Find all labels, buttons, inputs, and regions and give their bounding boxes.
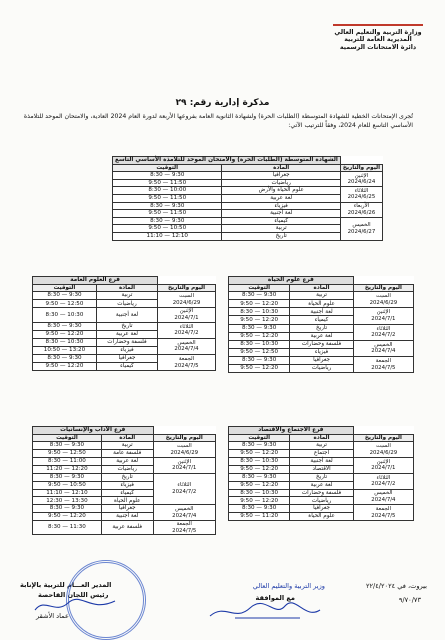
col-time-header: التوقيت: [229, 284, 290, 292]
table-row: [229, 442, 414, 450]
day-name: الثلاثاء: [177, 482, 192, 489]
subject-cell: علوم الحياة: [101, 497, 153, 505]
exam-date: 2024/7/5: [172, 527, 197, 534]
col-time-header: التوقيت: [113, 164, 222, 172]
day-date-cell: [158, 292, 216, 308]
exam-date: 2024/6/24: [347, 179, 376, 186]
subject-cell: جغرافيا: [222, 172, 340, 180]
table-row: [229, 457, 414, 465]
subject-cell: لغة أجنبية: [101, 513, 153, 521]
day-name: الإثنين: [376, 309, 391, 316]
place-date: بيروت، في ٢٢/٤/٢٠٢٤: [365, 582, 427, 590]
subject-cell: علوم الحياة: [290, 513, 353, 521]
exam-date: 2024/7/4: [371, 496, 396, 503]
day-date-cell: [153, 521, 215, 535]
day-name: السبت: [176, 442, 192, 449]
day-name: الثلاثاء: [376, 325, 391, 332]
day-name: الجمعة: [176, 521, 192, 528]
day-name: الخميس: [175, 506, 194, 513]
table-row: [33, 473, 216, 481]
sociology-economics-table: [228, 426, 414, 521]
subject-cell: تربية: [101, 442, 153, 450]
table-row: [33, 521, 216, 535]
subject-cell: تربية: [290, 292, 353, 300]
reference-number: ٩/٧٠/٧٣: [398, 596, 421, 604]
col-day-header: اليوم والتاريخ: [153, 434, 215, 442]
day-date-cell: [153, 473, 215, 505]
col-subject-header: المادة: [290, 284, 353, 292]
time-cell: 9:30 — 8:30: [113, 202, 222, 210]
table-row: [33, 322, 216, 330]
day-name: الخميس: [374, 341, 393, 348]
minister-title: وزير التربية والتعليم العالي: [252, 582, 325, 590]
col-day-header: اليوم والتاريخ: [353, 284, 413, 292]
table-row: [113, 217, 383, 225]
day-date-cell: [158, 322, 216, 338]
day-date-cell: [340, 172, 382, 187]
day-name: الإثنين: [179, 308, 194, 315]
letterhead: [323, 24, 433, 51]
branch-caption: الشهادة المتوسطة (الطلبات الحرة) والامتحان الموحد للتلامذة الأساسي التاسع: [113, 157, 341, 165]
exam-date: 2024/7/2: [172, 489, 197, 496]
table-row: [33, 457, 216, 465]
time-cell: 10:30 — 8:30: [229, 340, 290, 348]
time-cell: 12:20 — 9:50: [229, 316, 290, 324]
table-row: [113, 187, 383, 195]
subject-cell: تربية: [222, 225, 340, 233]
subject-cell: رياضيات: [222, 179, 340, 187]
ministry-name: وزارة التربية والتعليم العالي: [334, 29, 422, 36]
subject-cell: الاقتصاد: [290, 465, 353, 473]
time-cell: 9:30 — 8:30: [229, 292, 290, 300]
subject-cell: فلسفة عامة: [101, 450, 153, 458]
subject-cell: تربية: [96, 292, 157, 300]
exam-date: 2024/7/1: [174, 314, 199, 321]
day-name: الجمعة: [375, 357, 391, 364]
time-cell: 9:30 — 8:30: [229, 505, 290, 513]
exam-date: 2024/7/5: [174, 362, 199, 369]
day-date-cell: [353, 340, 413, 356]
subject-cell: تربية: [290, 442, 353, 450]
day-name: الجمعة: [375, 506, 391, 513]
day-name: الثلاثاء: [354, 187, 369, 194]
time-cell: 12:20 — 9:50: [229, 300, 290, 308]
col-time-header: التوقيت: [229, 434, 290, 442]
branch-caption: فرع العلوم العامة: [33, 277, 158, 285]
time-cell: 9:30 — 8:30: [33, 473, 102, 481]
day-name: الثلاثاء: [179, 323, 194, 330]
exam-date: 2024/7/2: [174, 330, 199, 337]
time-cell: 11:50 — 9:50: [113, 194, 222, 202]
time-cell: 12:20 — 9:50: [229, 365, 290, 373]
empty-corner: [158, 277, 216, 285]
exam-date: 2024/6/25: [347, 194, 376, 201]
time-cell: 10:30 — 8:30: [229, 489, 290, 497]
day-name: الجمعة: [178, 355, 195, 362]
time-cell: 12:20 — 9:50: [229, 332, 290, 340]
table-row: [33, 442, 216, 450]
time-cell: 10:50 — 9:50: [33, 481, 102, 489]
time-cell: 9:30 — 8:30: [33, 505, 102, 513]
subject-cell: جغرافيا: [290, 505, 353, 513]
subject-cell: علوم الحياة: [290, 300, 353, 308]
time-cell: 9:30 — 8:30: [33, 442, 102, 450]
day-name: السبت: [375, 293, 391, 300]
subject-cell: لغة عربية: [290, 481, 353, 489]
table-row: [229, 308, 414, 316]
day-date-cell: [353, 356, 413, 372]
day-date-cell: [353, 308, 413, 324]
table-row: [33, 354, 216, 362]
subject-cell: لغة أجنبية: [290, 308, 353, 316]
day-name: الإثنين: [354, 172, 369, 179]
day-name: الأربعاء: [353, 203, 370, 210]
subject-cell: تاريخ: [96, 322, 157, 330]
time-cell: 10:30 — 8:30: [229, 457, 290, 465]
subject-cell: كيمياء: [290, 316, 353, 324]
time-cell: 12:50 — 9:50: [33, 450, 102, 458]
time-cell: 12:10 — 11:10: [33, 489, 102, 497]
time-cell: 10:00 — 8:30: [113, 187, 222, 195]
subject-cell: كيمياء: [222, 217, 340, 225]
day-date-cell: [158, 338, 216, 354]
exam-date: 2024/7/5: [371, 364, 396, 371]
day-date-cell: [353, 442, 413, 458]
time-cell: 10:30 — 8:30: [229, 308, 290, 316]
day-name: الإثنين: [376, 458, 391, 465]
subject-cell: فلسفة وحضارات: [96, 338, 157, 346]
day-date-cell: [353, 457, 413, 473]
subject-cell: فيزياء: [222, 202, 340, 210]
minister-signature: [205, 598, 325, 624]
day-date-cell: [353, 489, 413, 505]
exam-date: 2024/7/2: [371, 481, 396, 488]
subject-cell: جغرافيا: [96, 354, 157, 362]
exam-date: 2024/7/5: [371, 512, 396, 519]
time-cell: 10:50 — 9:50: [113, 225, 222, 233]
general-sciences-table: [32, 276, 216, 371]
memo-title: مذكرة إدارية رقم: ٢٩: [175, 98, 270, 108]
subject-cell: فلسفة وحضارات: [290, 340, 353, 348]
table-row: [229, 505, 414, 513]
time-cell: 12:20 — 9:50: [33, 363, 97, 371]
time-cell: 12:20 — 9:50: [229, 497, 290, 505]
day-date-cell: [353, 292, 413, 308]
subject-cell: جغرافيا: [290, 356, 353, 364]
table-row: [229, 356, 414, 364]
empty-corner: [353, 427, 413, 435]
day-date-cell: [340, 187, 382, 202]
exam-date: 2024/7/1: [371, 465, 396, 472]
time-cell: 9:30 — 8:30: [33, 292, 97, 300]
directorate-name: المديرية العامة للتربية: [344, 36, 412, 44]
time-cell: 12:20 — 9:50: [33, 513, 102, 521]
exam-date: 2024/6/27: [347, 228, 376, 235]
time-cell: 9:30 — 8:30: [33, 354, 97, 362]
subject-cell: لغة أجنبية: [222, 210, 340, 218]
time-cell: 13:20 — 10:50: [33, 346, 97, 354]
table-row: [229, 489, 414, 497]
subject-cell: فلسفة وحضارات: [290, 489, 353, 497]
time-cell: 12:20 — 11:20: [33, 465, 102, 473]
time-cell: 11:30 — 8:30: [33, 521, 102, 535]
subject-cell: رياضيات: [101, 465, 153, 473]
time-cell: 9:30 — 8:30: [229, 442, 290, 450]
day-date-cell: [353, 324, 413, 340]
time-cell: 11:00 — 8:30: [33, 457, 102, 465]
col-subject-header: المادة: [222, 164, 340, 172]
table-row: [229, 340, 414, 348]
subject-cell: كيمياء: [96, 363, 157, 371]
day-date-cell: [158, 354, 216, 370]
col-day-header: اليوم والتاريخ: [353, 434, 413, 442]
intro-paragraph: تُجرى الإمتحانات الخطية للشهادة المتوسطة (الطلبات الحرة) ولشهادة الثانوية العامة بفروعها الأربعة لدورة العام 2024 العادية، والامتحان الموحد للتلامذة الأساسي التاسع للعام 2024، وفقاً للترتيب الآتي:: [23, 113, 413, 129]
col-time-header: التوقيت: [33, 434, 102, 442]
exam-date: 2024/7/4: [174, 346, 199, 353]
exam-date: 2024/7/1: [371, 315, 396, 322]
life-sciences-table: [228, 276, 414, 373]
day-date-cell: [353, 505, 413, 521]
exam-date: 2024/6/29: [369, 449, 398, 456]
subject-cell: فلسفة عربية: [101, 521, 153, 535]
subject-cell: لغة عربية: [96, 330, 157, 338]
director-name: عماد الأشقر: [36, 612, 69, 620]
day-date-cell: [153, 457, 215, 473]
subject-cell: فيزياء: [290, 348, 353, 356]
time-cell: 9:30 — 8:30: [113, 217, 222, 225]
time-cell: 12:20 — 9:50: [33, 330, 97, 338]
time-cell: 11:50 — 9:50: [113, 179, 222, 187]
table-row: [229, 324, 414, 332]
exam-date: 2024/7/2: [371, 332, 396, 339]
subject-cell: فيزياء: [101, 481, 153, 489]
day-date-cell: [340, 217, 382, 240]
day-name: الخميس: [374, 490, 393, 497]
time-cell: 9:30 — 8:30: [33, 322, 97, 330]
day-date-cell: [158, 308, 216, 322]
time-cell: 13:30 — 12:30: [33, 497, 102, 505]
subject-cell: لغة عربية: [222, 194, 340, 202]
table-row: [113, 172, 383, 180]
literature-humanities-table: [32, 426, 216, 535]
day-name: الثلاثاء: [376, 474, 391, 481]
subject-cell: رياضيات: [290, 497, 353, 505]
branch-caption: فرع الآداب والإنسانيات: [33, 427, 154, 435]
subject-cell: لغة عربية: [290, 332, 353, 340]
time-cell: 9:30 — 8:30: [229, 356, 290, 364]
time-cell: 9:30 — 8:30: [229, 473, 290, 481]
col-subject-header: المادة: [101, 434, 153, 442]
director-title: المدير العـــام للتربية بالإنابة: [20, 581, 112, 589]
day-date-cell: [353, 473, 413, 489]
time-cell: 9:30 — 8:30: [229, 324, 290, 332]
day-date-cell: [340, 202, 382, 217]
day-name: الخميس: [352, 222, 371, 229]
subject-cell: رياضيات: [290, 365, 353, 373]
department-name: دائرة الامتحانات الرسمية: [339, 43, 417, 51]
table-row: [229, 292, 414, 300]
empty-corner: [340, 157, 382, 165]
table-row: [229, 473, 414, 481]
subject-cell: فيزياء: [96, 346, 157, 354]
day-name: الخميس: [177, 339, 196, 346]
branch-caption: فرع علوم الحياة: [229, 277, 354, 285]
subject-cell: جغرافيا: [101, 505, 153, 513]
time-cell: 12:20 — 9:50: [229, 481, 290, 489]
time-cell: 11:50 — 9:50: [113, 210, 222, 218]
exam-date: 2024/6/29: [369, 299, 398, 306]
time-cell: 9:30 — 8:30: [113, 172, 222, 180]
day-name: السبت: [375, 442, 391, 449]
exam-date: 2024/7/1: [172, 465, 197, 472]
time-cell: 12:20 — 9:50: [229, 465, 290, 473]
subject-cell: رياضيات: [96, 300, 157, 308]
exam-date: 2024/7/4: [172, 512, 197, 519]
subject-cell: علوم الحياة والأرض: [222, 187, 340, 195]
table-row: [33, 292, 216, 300]
day-date-cell: [153, 442, 215, 458]
table-row: [33, 338, 216, 346]
day-date-cell: [153, 505, 215, 521]
subject-cell: تاريخ: [101, 473, 153, 481]
exam-date: 2024/6/26: [347, 209, 376, 216]
time-cell: 11:20 — 9:50: [229, 513, 290, 521]
subject-cell: لغة أجنبية: [290, 457, 353, 465]
subject-cell: لغة عربية: [101, 457, 153, 465]
subject-cell: تاريخ: [290, 324, 353, 332]
logo-stroke: [333, 24, 423, 26]
subject-cell: تاريخ: [222, 232, 340, 240]
time-cell: 12:50 — 9:50: [33, 300, 97, 308]
time-cell: 12:50 — 9:50: [229, 348, 290, 356]
time-cell: 10:30 — 8:30: [33, 308, 97, 322]
day-name: السبت: [179, 293, 194, 300]
table-row: [113, 202, 383, 210]
empty-corner: [353, 277, 413, 285]
exam-date: 2024/6/29: [172, 299, 201, 306]
col-time-header: التوقيت: [33, 284, 97, 292]
col-day-header: اليوم والتاريخ: [340, 164, 382, 172]
branch-caption: فرع الاجتماع والاقتصاد: [229, 427, 354, 435]
col-subject-header: المادة: [96, 284, 157, 292]
empty-corner: [153, 427, 215, 435]
col-day-header: اليوم والتاريخ: [158, 284, 216, 292]
table-row: [33, 505, 216, 513]
exam-date: 2024/7/4: [371, 348, 396, 355]
subject-cell: تاريخ: [290, 473, 353, 481]
day-name: الإثنين: [177, 458, 191, 465]
exam-date: 2024/6/29: [170, 449, 199, 456]
time-cell: 12:20 — 9:50: [229, 450, 290, 458]
approval-text: مع الموافقة: [255, 594, 295, 602]
col-subject-header: المادة: [290, 434, 353, 442]
subject-cell: لغة أجنبية: [96, 308, 157, 322]
time-cell: 10:30 — 8:30: [33, 338, 97, 346]
subject-cell: اجتماع: [290, 450, 353, 458]
intermediate-table: [112, 156, 383, 241]
subject-cell: كيمياء: [101, 489, 153, 497]
time-cell: 12:10 — 11:10: [113, 232, 222, 240]
table-row: [33, 308, 216, 322]
director-subtitle: رئيس اللجان الفاحصة: [38, 591, 109, 599]
